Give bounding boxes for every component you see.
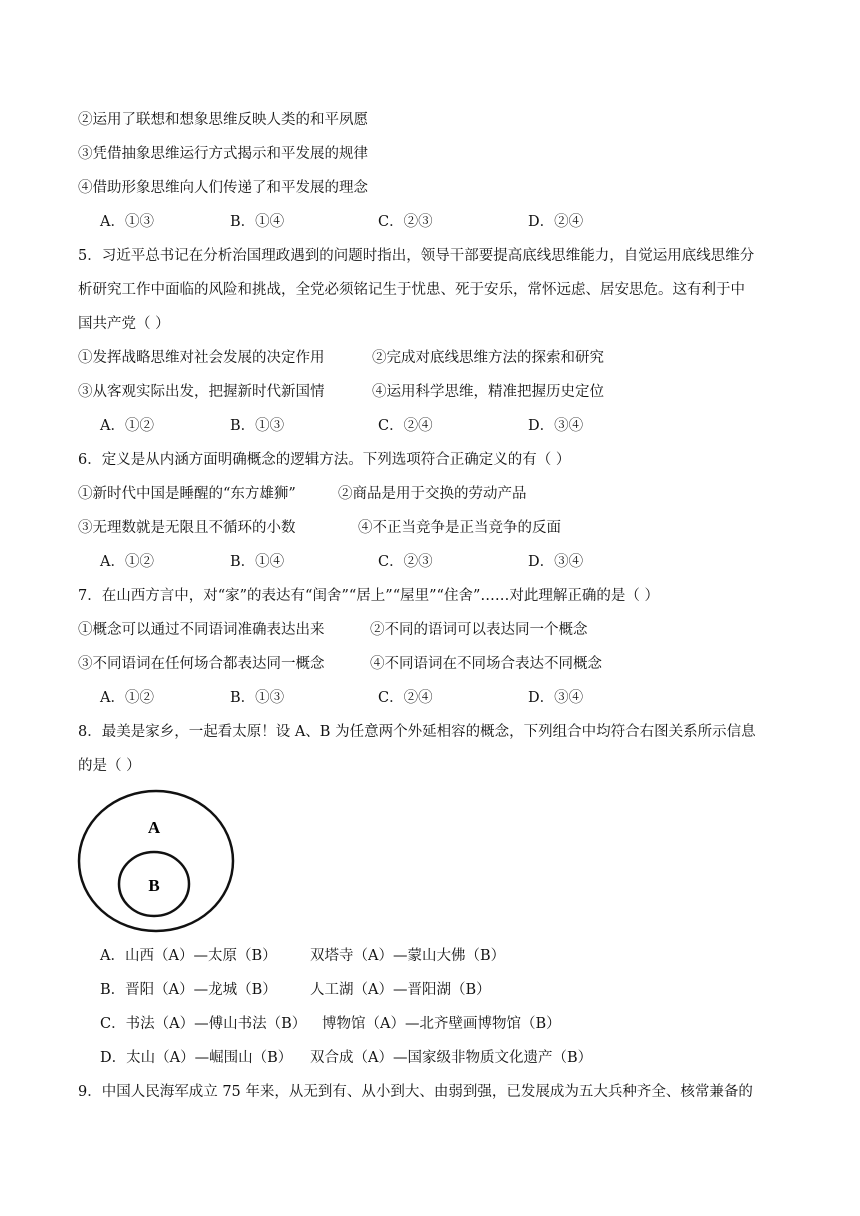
q8-stem-line1: 8．最美是家乡，一起看太原！设 A、B 为任意两个外延相容的概念，下列组合中均符合右图关系所示信息 xyxy=(78,724,756,740)
q7-option-1: ①概念可以通过不同语词准确表达出来 xyxy=(78,622,325,638)
choice-b[interactable]: B．①④ xyxy=(230,554,285,570)
q5-option-2: ②完成对底线思维方法的探索和研究 xyxy=(372,350,604,366)
q5-stem-line3: 国共产党（ ） xyxy=(78,316,170,332)
choice-c[interactable]: C．②④ xyxy=(378,418,433,434)
venn-label-b: B xyxy=(148,876,160,895)
q5-option-4: ④运用科学思维，精准把握历史定位 xyxy=(372,384,604,400)
choice-d[interactable]: D．③④ xyxy=(528,690,584,706)
q6-stem: 6．定义是从内涵方面明确概念的逻辑方法。下列选项符合正确定义的有（ ） xyxy=(78,452,571,468)
q8-answer-b[interactable] xyxy=(100,980,491,1000)
q6-option-1: ①新时代中国是睡醒的“东方雄狮” xyxy=(78,486,296,502)
q4-option-3: ③凭借抽象思维运行方式揭示和平发展的规律 xyxy=(78,146,368,162)
choice-d[interactable]: D．③④ xyxy=(528,418,584,434)
q7-option-3: ③不同语词在任何场合都表达同一概念 xyxy=(78,656,325,672)
q5-stem-line1: 5．习近平总书记在分析治国理政遇到的问题时指出，领导干部要提高底线思维能力，自觉运用底线思维分 xyxy=(78,248,755,264)
venn-outer-circle xyxy=(79,791,233,931)
q6-option-3: ③无理数就是无限且不循环的小数 xyxy=(78,520,296,536)
venn-label-a: A xyxy=(147,818,161,837)
q5-option-3: ③从客观实际出发，把握新时代新国情 xyxy=(78,384,325,400)
venn-diagram xyxy=(76,788,236,934)
q6-option-4: ④不正当竞争是正当竞争的反面 xyxy=(358,520,561,536)
q8-stem-line2: 的是（ ） xyxy=(78,758,141,774)
q5-option-1: ①发挥战略思维对社会发展的决定作用 xyxy=(78,350,325,366)
choice-b[interactable]: B．①④ xyxy=(230,214,285,230)
choice-a[interactable]: A．①② xyxy=(100,554,154,570)
q8-answer-b-part2: 人工湖（A）—晋阳湖（B） xyxy=(310,982,491,998)
choice-c[interactable]: C．②③ xyxy=(378,554,433,570)
choice-d[interactable]: D．②④ xyxy=(528,214,584,230)
q8-answer-d-part2: 双合成（A）—国家级非物质文化遗产（B） xyxy=(310,1050,593,1066)
q6-option-2: ②商品是用于交换的劳动产品 xyxy=(338,486,527,502)
q9-stem-line1: 9．中国人民海军成立 75 年来，从无到有、从小到大、由弱到强，已发展成为五大兵种齐全、核常兼备的 xyxy=(78,1084,753,1100)
q7-option-4: ④不同语词在不同场合表达不同概念 xyxy=(370,656,602,672)
q7-option-2: ②不同的语词可以表达同一个概念 xyxy=(370,622,588,638)
q8-answer-c-part1: C．书法（A）—傅山书法（B） xyxy=(100,1016,307,1032)
q4-option-2: ②运用了联想和想象思维反映人类的和平夙愿 xyxy=(78,112,368,128)
q8-answer-c-part2: 博物馆（A）—北齐壁画博物馆（B） xyxy=(322,1016,561,1032)
q8-answer-a-part1: A．山西（A）—太原（B） xyxy=(100,948,277,964)
q8-answer-a[interactable] xyxy=(100,946,506,966)
choice-c[interactable]: C．②④ xyxy=(378,690,433,706)
q5-stem-line2: 析研究工作中面临的风险和挑战，全党必须铭记生于忧患、死于安乐，常怀远虑、居安思危。这有利于中 xyxy=(78,282,745,298)
q7-stem: 7．在山西方言中，对“家”的表达有“闺舍”“居上”“屋里”“住舍”……对此理解正确的是（ ） xyxy=(78,588,659,604)
q4-option-4: ④借助形象思维向人们传递了和平发展的理念 xyxy=(78,180,368,196)
q8-answer-c[interactable] xyxy=(100,1014,561,1034)
choice-b[interactable]: B．①③ xyxy=(230,690,285,706)
q8-answer-d-part1: D．太山（A）—崛围山（B） xyxy=(100,1050,293,1066)
choice-a[interactable]: A．①② xyxy=(100,690,154,706)
choice-a[interactable]: A．①② xyxy=(100,418,154,434)
q8-answer-b-part1: B．晋阳（A）—龙城（B） xyxy=(100,982,277,998)
q8-answer-a-part2: 双塔寺（A）—蒙山大佛（B） xyxy=(310,948,506,964)
choice-b[interactable]: B．①③ xyxy=(230,418,285,434)
choice-d[interactable]: D．③④ xyxy=(528,554,584,570)
choice-a[interactable]: A．①③ xyxy=(100,214,154,230)
choice-c[interactable]: C．②③ xyxy=(378,214,433,230)
q8-answer-d[interactable] xyxy=(100,1048,593,1068)
